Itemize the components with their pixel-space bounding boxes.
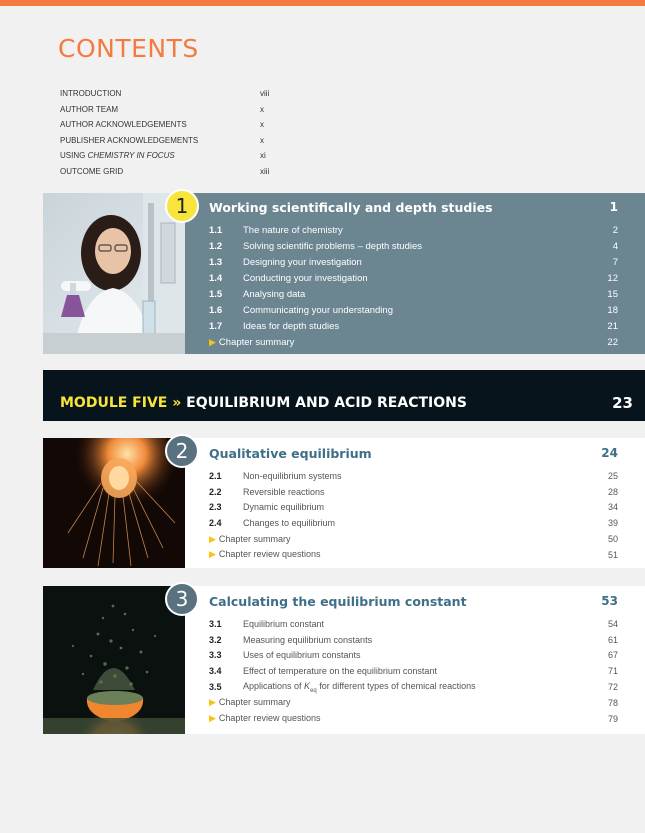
chapter-review-link[interactable]: ▶ Chapter review questions 51 xyxy=(209,549,618,560)
list-item[interactable]: 2.2 Reversible reactions 28 xyxy=(209,486,618,497)
list-item[interactable]: 1.5 Analysing data 15 xyxy=(209,288,618,300)
triangle-bullet-icon: ▶ xyxy=(209,697,216,708)
triangle-bullet-icon: ▶ xyxy=(209,533,216,544)
list-item[interactable]: 3.3 Uses of equilibrium constants 67 xyxy=(209,650,618,661)
chapter-summary-link[interactable]: ▶ Chapter summary 50 xyxy=(209,533,618,545)
chapter-2-block xyxy=(43,438,645,568)
module-banner xyxy=(43,370,645,421)
student-chemistry-lab-photo xyxy=(43,193,185,354)
chapter-page: 1 xyxy=(609,200,618,214)
chapter-3-items xyxy=(209,616,618,727)
chapter-summary-link[interactable]: ▶ Chapter summary 78 xyxy=(209,697,618,708)
list-item[interactable]: 3.5 Applications of $K_{eq}$ for different types of chemical reactions 72 xyxy=(209,680,618,694)
list-item[interactable]: 1.3 Designing your investigation 7 xyxy=(209,256,618,268)
module-title[interactable]: MODULE FIVE » EQUILIBRIUM AND ACID REACTIONS xyxy=(60,395,467,411)
triangle-bullet-icon: ▶ xyxy=(209,337,216,348)
list-item[interactable]: 2.1 Non-equilibrium systems 25 xyxy=(209,470,618,481)
module-page: 23 xyxy=(612,394,633,412)
chapter-1-items xyxy=(209,222,618,351)
page-title: CONTENTS xyxy=(58,34,199,63)
burning-steel-wool-photo xyxy=(43,438,185,568)
list-item[interactable]: 3.2 Measuring equilibrium constants 61 xyxy=(209,634,618,645)
list-item[interactable]: 1.4 Conducting your investigation 12 xyxy=(209,272,618,284)
list-item[interactable]: 2.3 Dynamic equilibrium 34 xyxy=(209,502,618,513)
front-matter-item[interactable]: AUTHOR ACKNOWLEDGEMENTS x xyxy=(60,120,264,130)
front-matter-list xyxy=(60,86,280,179)
chapter-review-link[interactable]: ▶ Chapter review questions 79 xyxy=(209,713,618,724)
triangle-bullet-icon: ▶ xyxy=(209,549,216,560)
front-matter-item[interactable]: INTRODUCTION viii xyxy=(60,89,270,99)
top-accent-bar xyxy=(0,0,645,6)
list-item[interactable]: 3.1 Equilibrium constant 54 xyxy=(209,618,618,629)
front-matter-item[interactable]: AUTHOR TEAM x xyxy=(60,104,264,114)
chapter-title[interactable]: Calculating the equilibrium constant xyxy=(209,594,467,609)
chapter-summary-link[interactable]: ▶ Chapter summary 22 xyxy=(209,337,618,349)
front-matter-item[interactable]: OUTCOME GRID xiii xyxy=(60,166,270,176)
list-item[interactable]: 1.6 Communicating your understanding 18 xyxy=(209,305,618,317)
front-matter-item[interactable]: USING CHEMISTRY IN FOCUS xi xyxy=(60,151,266,161)
chapter-3-block xyxy=(43,586,645,734)
chapter-page: 53 xyxy=(601,594,618,608)
chapter-page: 24 xyxy=(601,446,618,460)
list-item[interactable]: 1.7 Ideas for depth studies 21 xyxy=(209,321,618,333)
triangle-bullet-icon: ▶ xyxy=(209,713,216,724)
chapter-number-badge: 2 xyxy=(165,434,199,468)
chapter-number-badge: 3 xyxy=(165,582,199,616)
list-item[interactable]: 1.1 The nature of chemistry 2 xyxy=(209,224,618,236)
chapter-1-block xyxy=(43,193,645,354)
chapter-number-badge: 1 xyxy=(165,189,199,223)
list-item[interactable]: 1.2 Solving scientific problems – depth studies 4 xyxy=(209,240,618,252)
chapter-2-items xyxy=(209,468,618,563)
chapter-title[interactable]: Working scientifically and depth studies xyxy=(209,200,493,215)
erupting-reaction-photo xyxy=(43,586,185,734)
front-matter-item[interactable]: PUBLISHER ACKNOWLEDGEMENTS x xyxy=(60,135,264,145)
list-item[interactable]: 2.4 Changes to equilibrium 39 xyxy=(209,518,618,529)
chapter-title[interactable]: Qualitative equilibrium xyxy=(209,446,372,461)
list-item[interactable]: 3.4 Effect of temperature on the equilibrium constant 71 xyxy=(209,666,618,677)
